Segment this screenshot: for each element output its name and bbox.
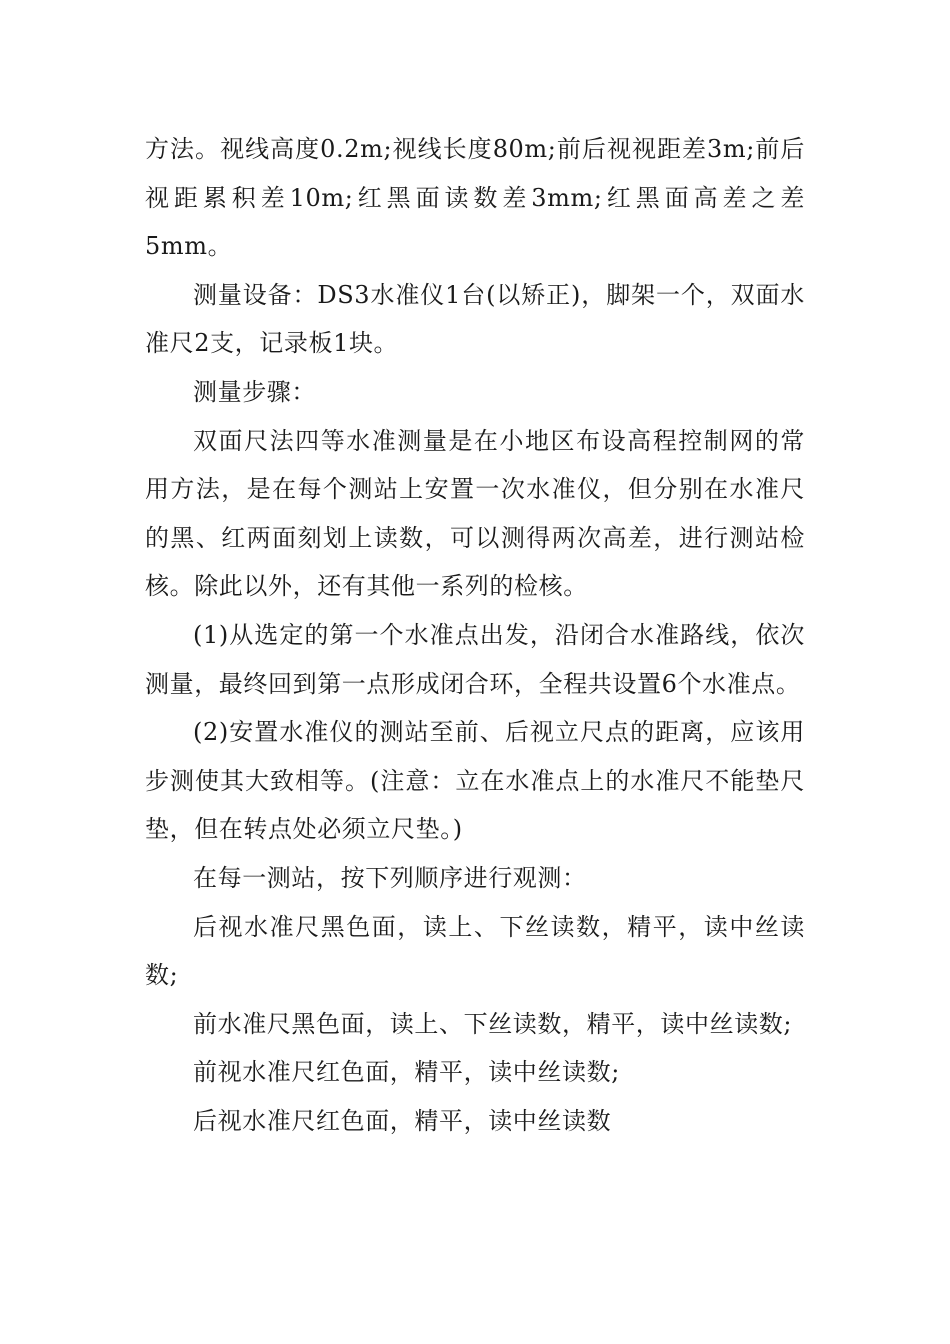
paragraph-method-description: 双面尺法四等水准测量是在小地区布设高程控制网的常用方法，是在每个测站上安置一次水准仪，但分别在水准尺的黑、红两面刻划上读数，可以测得两次高差，进行测站检核。除此以外，还有其他一系列的检核。: [145, 426, 805, 601]
paragraph-backsight-black: 后视水准尺黑色面，读上、下丝读数，精平，读中丝读数;: [145, 912, 805, 990]
paragraph-foresight-red: 前视水准尺红色面，精平，读中丝读数;: [193, 1058, 620, 1087]
paragraph-foresight-black: 前水准尺黑色面，读上、下丝读数，精平，读中丝读数;: [193, 1009, 793, 1038]
paragraph-station-order: 在每一测站，按下列顺序进行观测：: [193, 863, 587, 892]
paragraph-equipment: 测量设备：DS3水准仪1台(以矫正)，脚架一个，双面水准尺2支，记录板1块。: [145, 280, 805, 358]
paragraph-backsight-red: 后视水准尺红色面，精平，读中丝读数: [193, 1106, 612, 1135]
paragraph-accuracy-limits: 方法。视线高度0.2m;视线长度80m;前后视视距差3m;前后视距累积差10m;红黑面读数差3mm;红黑面高差之差5mm。: [145, 135, 805, 261]
paragraph-step-1: (1)从选定的第一个水准点出发，沿闭合水准路线，依次测量，最终回到第一点形成闭合环，全程共设置6个水准点。: [145, 620, 805, 698]
paragraph-steps-heading: 测量步骤：: [193, 377, 316, 406]
document-body: [145, 125, 805, 1145]
paragraph-step-2: (2)安置水准仪的测站至前、后视立尺点的距离，应该用步测使其大致相等。(注意：立在水准点上的水准尺不能垫尺垫，但在转点处必须立尺垫。): [145, 718, 805, 844]
